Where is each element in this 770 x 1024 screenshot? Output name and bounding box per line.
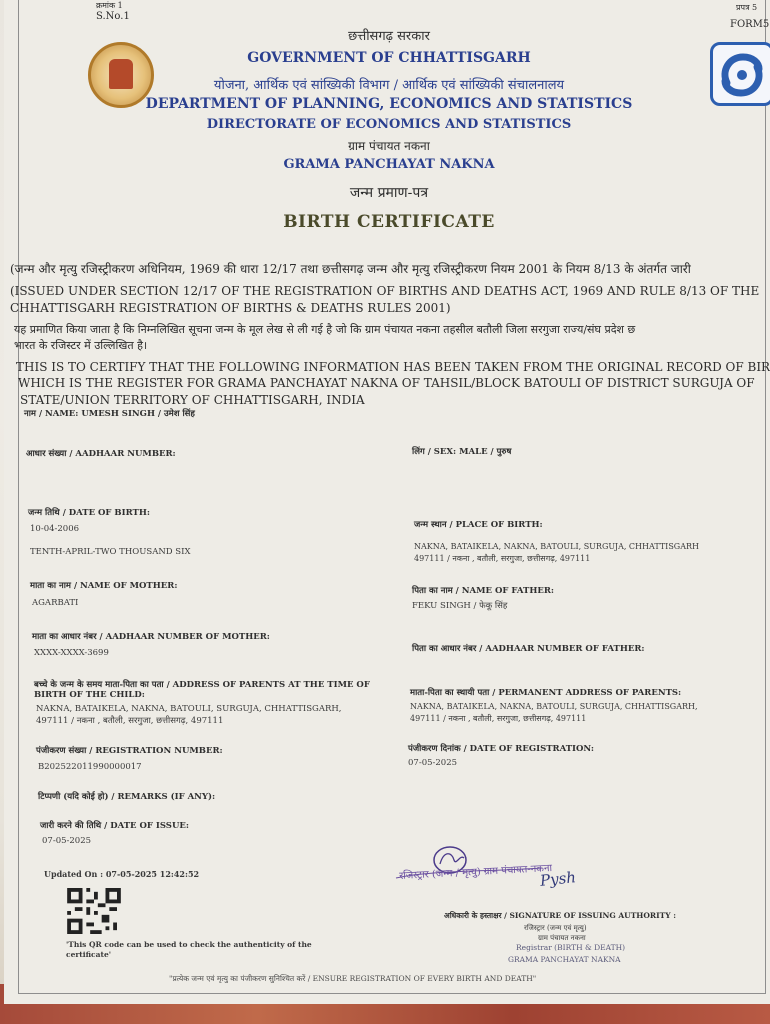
qr-code-icon[interactable] <box>66 888 122 934</box>
registrar-hi: रजिस्ट्रार (जन्म एवं मृत्यु) <box>524 924 587 932</box>
stamp-text: रजिस्ट्रार (जन्म / मृत्यु) ग्राम पंचायत-नकना <box>398 862 553 882</box>
issued-under-en-1: (ISSUED UNDER SECTION 12/17 OF THE REGISTRATION OF BIRTHS AND DEATHS ACT, 1969 AND RULE 8/13 OF THE <box>10 284 760 298</box>
birth-address-value-2: 497111 / नकना , बतौली, सरगुजा, छत्तीसगढ़, 497111 <box>36 716 224 726</box>
pob-value-2: 497111 / नकना , बतौली, सरगुजा, छत्तीसगढ़, 497111 <box>414 554 591 563</box>
dob-words: TENTH-APRIL-TWO THOUSAND SIX <box>30 547 191 557</box>
signature-label: अधिकारी के हस्ताक्षर / SIGNATURE OF ISSUING AUTHORITY : <box>444 911 676 920</box>
serial-en: S.No.1 <box>96 11 130 22</box>
birth-address-value-1: NAKNA, BATAIKELA, NAKNA, BATOULI, SURGUJA, CHHATTISGARH, <box>36 704 342 714</box>
certificate-title: BIRTH CERTIFICATE <box>283 212 495 232</box>
registration-date-value: 07-05-2025 <box>408 758 458 768</box>
department-en: DEPARTMENT OF PLANNING, ECONOMICS AND STATISTICS <box>145 96 633 112</box>
certify-hi-1: यह प्रमाणित किया जाता है कि निम्नलिखित सूचना जन्म के मूल लेख से ली गई है जो कि ग्राम पंचायत नकना तहसील बतौली जिला सरगुजा राज्य/संघ प्रदेश छ <box>14 323 636 336</box>
registration-date-label: पंजीकरण दिनांक / DATE OF REGISTRATION: <box>408 744 595 754</box>
father-name-label: पिता का नाम / NAME OF FATHER: <box>412 586 555 596</box>
aadhaar-label: आधार संख्या / AADHAAR NUMBER: <box>26 449 176 459</box>
pob-label: जन्म स्थान / PLACE OF BIRTH: <box>414 520 543 530</box>
father-aadhaar-label: पिता का आधार नंबर / AADHAAR NUMBER OF FATHER: <box>412 644 645 654</box>
certificate-paper <box>4 0 770 1004</box>
sex-field: लिंग / SEX: MALE / पुरुष <box>412 447 512 457</box>
serial-hi: क्रमांक 1 <box>96 1 123 10</box>
remarks-label: टिप्पणी (यदि कोई हो) / REMARKS (IF ANY): <box>38 792 216 802</box>
government-title: GOVERNMENT OF CHHATTISGARH <box>247 50 531 66</box>
dob-value: 10-04-2006 <box>30 524 80 534</box>
signature-mark: Pysh <box>539 868 577 890</box>
panchayat-hi-footer: ग्राम पंचायत नकना <box>538 934 586 942</box>
pob-value-1: NAKNA, BATAIKELA, NAKNA, BATOULI, SURGUJA, CHHATTISGARH <box>414 542 699 551</box>
birth-address-label-2: BIRTH OF THE CHILD: <box>34 690 145 700</box>
mother-aadhaar-value: XXXX-XXXX-3699 <box>34 648 109 658</box>
form-hi: प्रपत्र 5 <box>736 3 758 12</box>
slogan: "प्रत्येक जन्म एवं मृत्यु का पंजीकरण सुनिश्चित करें / ENSURE REGISTRATION OF EVERY BIRTH AND DEATH" <box>169 974 537 983</box>
updated-on: Updated On : 07-05-2025 12:42:52 <box>44 869 200 879</box>
permanent-address-value-1: NAKNA, BATAIKELA, NAKNA, BATOULI, SURGUJA, CHHATTISGARH, <box>410 702 698 711</box>
issue-date-label: जारी करने की तिथि / DATE OF ISSUE: <box>40 821 189 831</box>
permanent-address-value-2: 497111 / नकना , बतौली, सरगुजा, छत्तीसगढ़, 497111 <box>410 714 587 723</box>
certificate-title-hi: जन्म प्रमाण-पत्र <box>349 185 429 201</box>
qr-note-1: 'This QR code can be used to check the authenticity of the <box>66 940 312 949</box>
mother-name-value: AGARBATI <box>32 598 79 608</box>
certify-en-1: THIS IS TO CERTIFY THAT THE FOLLOWING INFORMATION HAS BEEN TAKEN FROM THE ORIGINAL RECORD OF BIR <box>16 360 770 374</box>
form-en: FORM5 <box>730 19 770 30</box>
certify-en-2: WHICH IS THE REGISTER FOR GRAMA PANCHAYAT NAKNA OF TAHSIL/BLOCK BATOULI OF DISTRICT SURGUJA OF <box>18 376 755 390</box>
registration-number-value: B202522011990000017 <box>38 762 142 772</box>
panchayat-footer: GRAMA PANCHAYAT NAKNA <box>508 955 621 964</box>
birth-address-label-1: बच्चे के जन्म के समय माता-पिता का पता / ADDRESS OF PARENTS AT THE TIME OF <box>34 680 370 690</box>
name-field: नाम / NAME: UMESH SINGH / उमेश सिंह <box>24 409 195 419</box>
mother-name-label: माता का नाम / NAME OF MOTHER: <box>30 581 178 591</box>
department-hi: योजना, आर्थिक एवं सांख्यिकी विभाग / आर्थिक एवं सांख्यिकी संचालनालय <box>213 78 565 93</box>
father-name-value: FEKU SINGH / फेकू सिंह <box>412 601 508 611</box>
certify-en-3: STATE/UNION TERRITORY OF CHHATTISGARH, INDIA <box>20 393 365 407</box>
registrar-en: Registrar (BIRTH & DEATH) <box>516 943 626 952</box>
qr-note-2: certificate' <box>66 950 112 959</box>
state-hi: छत्तीसगढ़ सरकार <box>348 29 430 44</box>
issued-under-en-2: CHHATTISGARH REGISTRATION OF BIRTHS & DEATHS RULES 2001) <box>10 301 451 315</box>
issue-date-value: 07-05-2025 <box>42 836 92 846</box>
dob-label: जन्म तिथि / DATE OF BIRTH: <box>28 508 150 518</box>
registration-number-label: पंजीकरण संख्या / REGISTRATION NUMBER: <box>36 746 223 756</box>
permanent-address-label: माता-पिता का स्थायी पता / PERMANENT ADDRESS OF PARENTS: <box>410 688 682 698</box>
certify-hi-2: भारत के रजिस्टर में उल्लिखित है। <box>14 339 148 352</box>
panchayat-hi: ग्राम पंचायत नकना <box>348 139 430 153</box>
panchayat-en: GRAMA PANCHAYAT NAKNA <box>283 157 495 172</box>
directorate-en: DIRECTORATE OF ECONOMICS AND STATISTICS <box>206 117 572 132</box>
mother-aadhaar-label: माता का आधार नंबर / AADHAAR NUMBER OF MOTHER: <box>32 632 270 642</box>
issued-under-hi: (जन्म और मृत्यु रजिस्ट्रीकरण अधिनियम, 1969 की धारा 12/17 तथा छत्तीसगढ़ जन्म और मृत्यु रजिस्ट्रीकरण नियम 2001 के नियम 8/13 के अंतर्गत जारी <box>10 262 691 276</box>
